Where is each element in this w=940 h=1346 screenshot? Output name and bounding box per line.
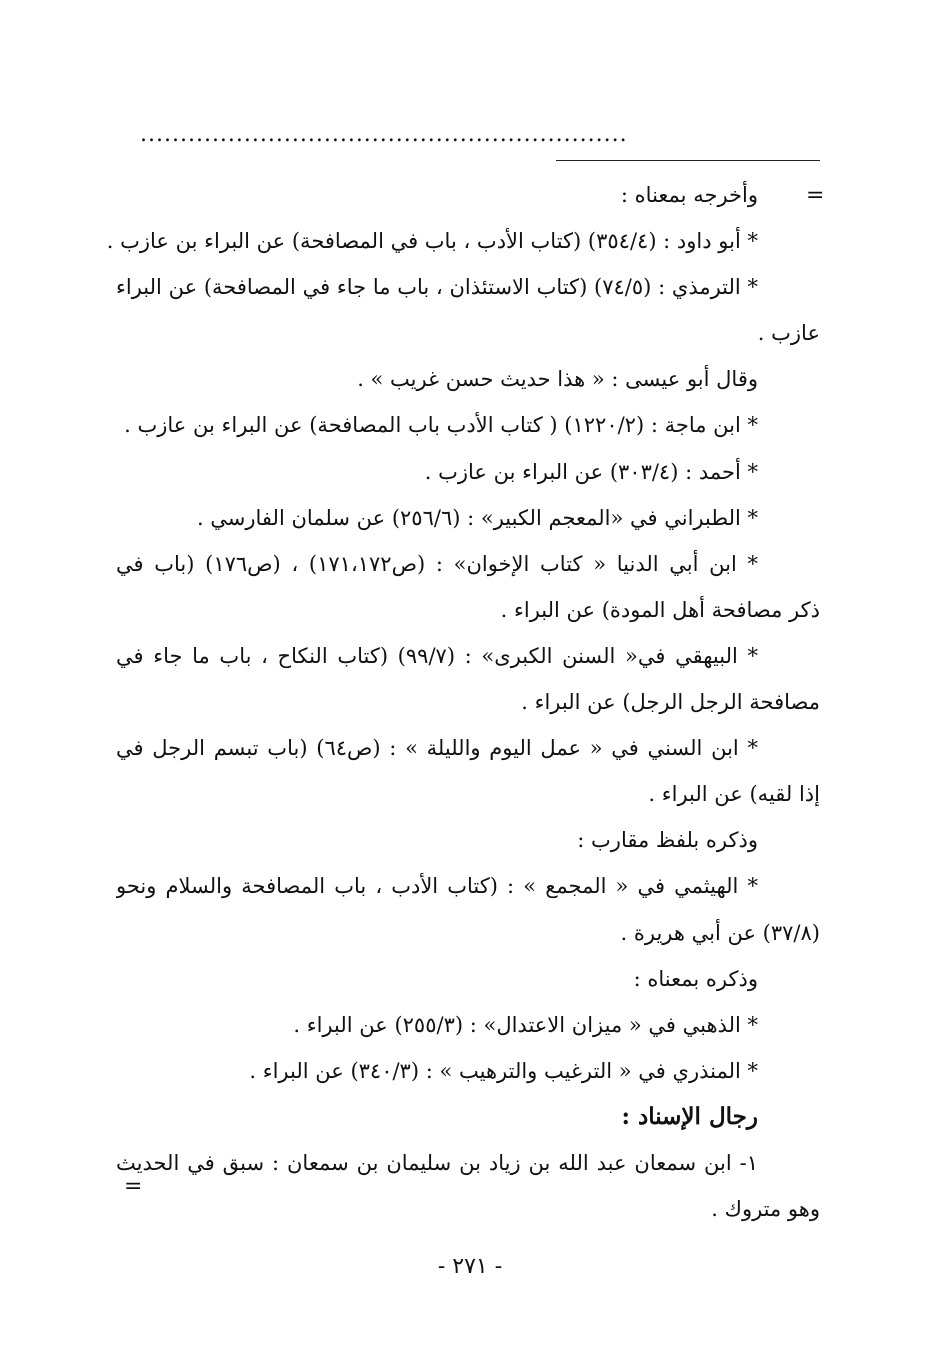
text-line: إذا لقيه) عن البراء .	[648, 782, 820, 807]
text-line: وأخرجه بمعناه :	[620, 183, 758, 207]
text-line: عازب .	[757, 321, 820, 346]
text-line: وذكره بلفظ مقارب :	[577, 828, 758, 853]
text-line: ذكر مصافحة أهل المودة) عن البراء .	[500, 597, 820, 622]
continuation-marker-top: =	[806, 183, 825, 208]
text-line: * الهيثمي في « المجمع » : (كتاب الأدب ، باب المصافحة والسلام ونحو	[116, 874, 758, 899]
text-line: وذكره بمعناه :	[633, 966, 758, 991]
text-line: * المنذري في « الترغيب والترهيب » : (٣٤٠/٣) عن البراء .	[249, 1058, 758, 1083]
text-line: * أحمد : (٣٠٣/٤) عن البراء بن عازب .	[424, 459, 758, 484]
text-line: * الذهبي في « ميزان الاعتدال» : (٢٥٥/٣) عن البراء .	[293, 1012, 758, 1037]
footnote-rule	[556, 160, 820, 161]
text-line: * أبو داود : (٣٥٤/٤) (كتاب الأدب ، باب في المصافحة) عن البراء بن عازب .	[106, 229, 758, 254]
footnote-text-block	[106, 172, 820, 1232]
text-line: * ابن أبي الدنيا « كتاب الإخوان» : (ص١٧١،١٧٢) ، (ص١٧٦) (باب في	[116, 551, 759, 576]
text-line: * ابن السني في « عمل اليوم والليلة » : (ص٦٤) (باب تبسم الرجل في	[116, 736, 758, 761]
text-line: وقال أبو عيسى : « هذا حديث حسن غريب » .	[357, 367, 758, 392]
section-heading: رجال الإسناد :	[621, 1102, 758, 1130]
text-line: * البيهقي في« السنن الكبرى» : (٩٩/٧) (كتاب النكاح ، باب ما جاء في	[116, 643, 758, 668]
continuation-marker-bottom: =	[124, 1174, 143, 1199]
text-line: * ابن ماجة : (١٢٢٠/٢) ( كتاب الأدب باب المصافحة) عن البراء بن عازب .	[124, 413, 758, 438]
text-line: مصافحة الرجل الرجل) عن البراء .	[521, 690, 820, 715]
text-line: (٣٧/٨) عن أبي هريرة .	[620, 920, 820, 945]
text-line: وهو متروك .	[711, 1197, 820, 1222]
text-line: * الطبراني في «المعجم الكبير» : (٢٥٦/٦) عن سلمان الفارسي .	[196, 505, 758, 530]
page-number: - ٢٧١ -	[437, 1254, 503, 1279]
text-line: ١- ابن سمعان عبد الله بن زياد بن سليمان بن سمعان : سبق في الحديث	[116, 1150, 758, 1175]
footnote-dotted-separator: .............................................................	[140, 122, 628, 147]
text-line: * الترمذي : (٧٤/٥) (كتاب الاستئذان ، باب ما جاء في المصافحة) عن البراء	[116, 275, 758, 300]
